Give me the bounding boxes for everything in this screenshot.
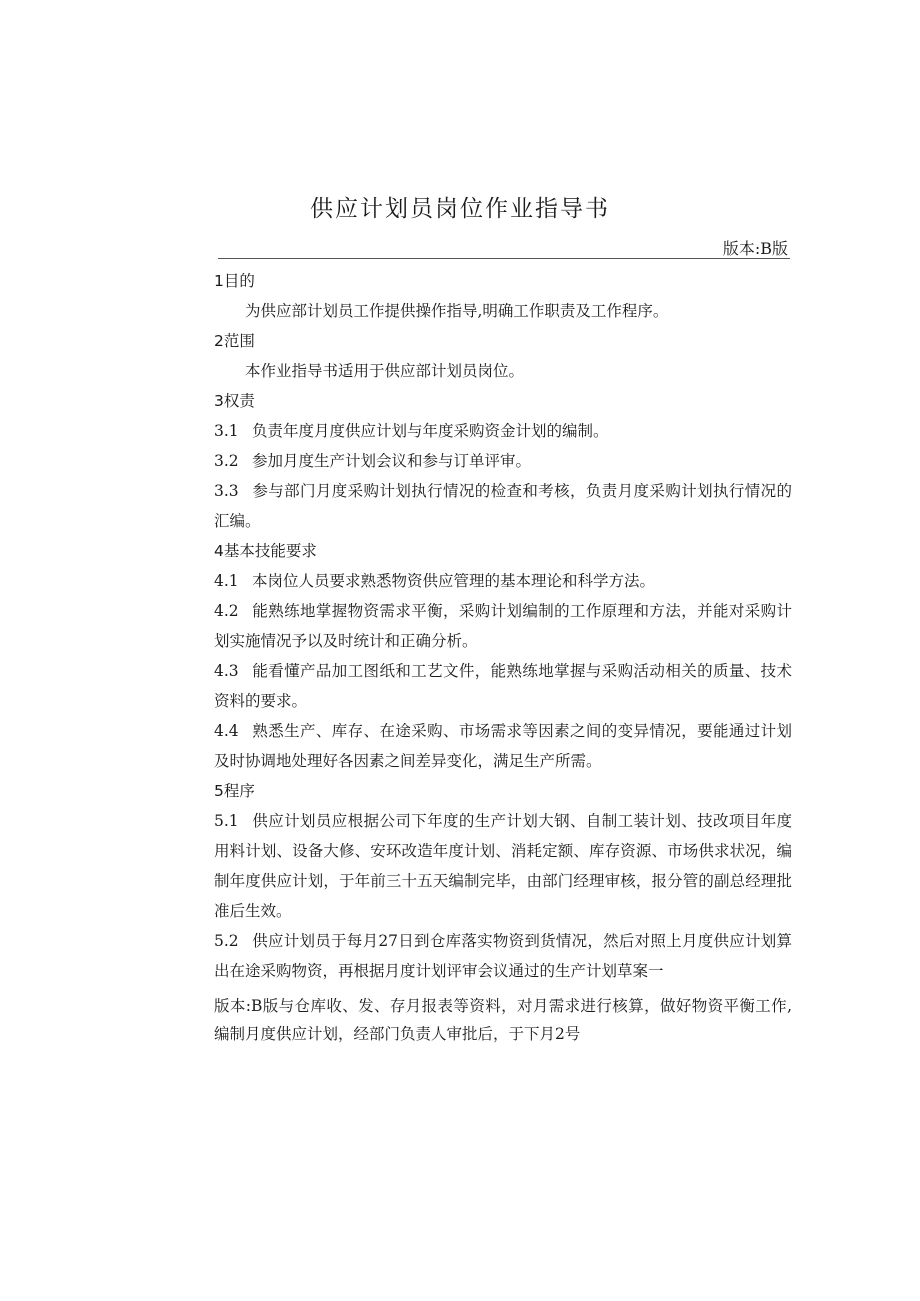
- list-item: 4.2 能熟练地掌握物资需求平衡，采购计划编制的工作原理和方法，并能对采购计划实施情况予以及时统计和正确分析。: [214, 602, 792, 650]
- version-row: [218, 236, 790, 259]
- section-heading-scope: 2范围: [214, 332, 255, 350]
- section-text-scope: 本作业指导书适用于供应部计划员岗位。: [245, 362, 525, 380]
- section-text-purpose: 为供应部计划员工作提供操作指导,明确工作职责及工作程序。: [245, 302, 669, 320]
- list-item: 5.1 供应计划员应根据公司下年度的生产计划大钢、自制工装计划、技改项目年度用料计划、设备大修、安环改造年度计划、消耗定额、库存资源、市场供求状况，编制年度供应计划，于年前三十五天编制完毕，由部门经理审核，报分管的副总经理批准后生效。: [214, 812, 792, 920]
- list-item: 4.4 熟悉生产、库存、在途采购、市场需求等因素之间的变异情况，要能通过计划及时协调地处理好各因素之间差异变化，满足生产所需。: [214, 722, 792, 770]
- document-title: 供应计划员岗位作业指导书: [310, 196, 610, 222]
- list-item: 3.1 负责年度月度供应计划与年度采购资金计划的编制。: [214, 422, 609, 440]
- section-heading-purpose: 1目的: [214, 272, 255, 290]
- version-label: 版本:B版: [722, 239, 788, 258]
- document-body: [214, 266, 792, 1048]
- section-heading-procedure: 5程序: [214, 782, 255, 800]
- list-item: 4.1 本岗位人员要求熟悉物资供应管理的基本理论和科学方法。: [214, 572, 656, 590]
- section-heading-responsibility: 3权责: [214, 392, 255, 410]
- list-item: 3.2 参加月度生产计划会议和参与订单评审。: [214, 452, 532, 470]
- list-item: 4.3 能看懂产品加工图纸和工艺文件，能熟练地掌握与采购活动相关的质量、技术资料的要求。: [214, 662, 792, 710]
- list-item: 5.2 供应计划员于每月27日到仓库落实物资到货情况，然后对照上月度供应计划算出在途采购物资，再根据月度计划评审会议通过的生产计划草案一: [214, 932, 792, 980]
- list-item: 3.3 参与部门月度采购计划执行情况的检查和考核，负责月度采购计划执行情况的汇编。: [214, 482, 792, 530]
- continuation-text: 版本:B版与仓库收、发、存月报表等资料，对月需求进行核算，做好物资平衡工作,编制月度供应计划，经部门负责人审批后，于下月2号: [214, 997, 792, 1043]
- section-heading-skills: 4基本技能要求: [214, 542, 317, 560]
